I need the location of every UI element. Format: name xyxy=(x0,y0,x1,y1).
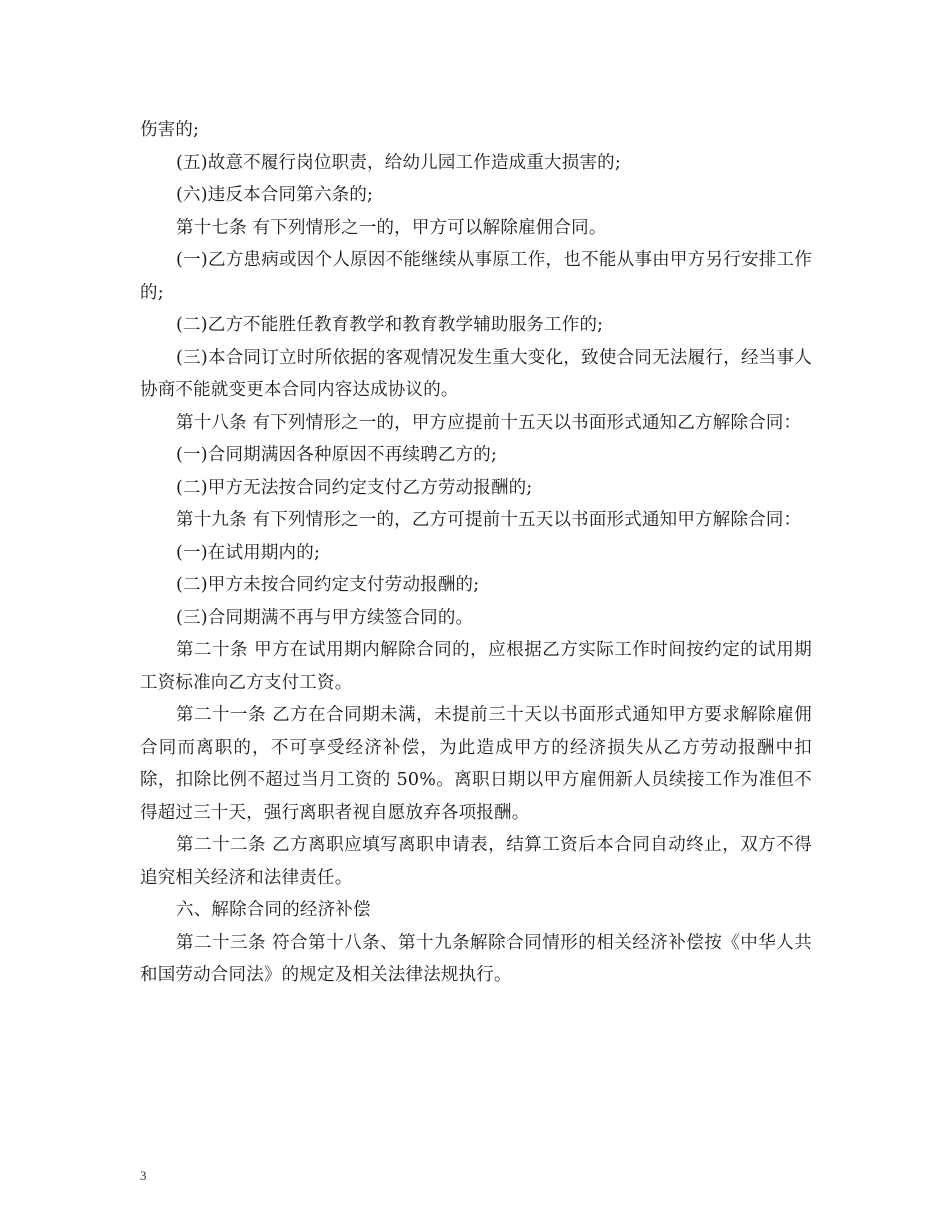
paragraph: (二)乙方不能胜任教育教学和教育教学辅助服务工作的; xyxy=(176,315,604,335)
paragraph: (六)违反本合同第六条的; xyxy=(176,185,374,205)
paragraph: (一)合同期满因各种原因不再续聘乙方的; xyxy=(176,445,498,465)
article-23: 第二十三条 符合第十八条、第十九条解除合同情形的相关经济补偿按《中华人共和国劳动合同法》的规定及相关法律法规执行。 xyxy=(140,932,812,985)
page-number: 3 xyxy=(140,1168,147,1183)
paragraph: (一)在试用期内的; xyxy=(176,542,321,563)
article-18-heading: 第十八条 有下列情形之一的，甲方应提前十五天以书面形式通知乙方解除合同： xyxy=(176,412,802,433)
paragraph: (三)本合同订立时所依据的客观情况发生重大变化，致使合同无法履行，经当事人协商不能就变更本合同内容达成协议的。 xyxy=(140,347,812,400)
section-heading: 六、解除合同的经济补偿 xyxy=(176,900,371,920)
paragraph: (二)甲方未按合同约定支付劳动报酬的; xyxy=(176,575,480,595)
document-body xyxy=(140,114,812,992)
article-20: 第二十条 甲方在试用期内解除合同的，应根据乙方实际工作时间按约定的试用期工资标准向乙方支付工资。 xyxy=(140,640,812,693)
paragraph: (二)甲方无法按合同约定支付乙方劳动报酬的; xyxy=(176,477,533,498)
article-21: 第二十一条 乙方在合同期未满，未提前三十天以书面形式通知甲方要求解除雇佣合同而离职的，不可享受经济补偿，为此造成甲方的经济损失从乙方劳动报酬中扣除，扣除比例不超过当月工资的 50%。离职日期以甲方雇佣新人员续接工作为准但不得超过三十天，强行离职者视自愿放弃各项报酬。 xyxy=(140,705,812,823)
article-17-heading: 第十七条 有下列情形之一的，甲方可以解除雇佣合同。 xyxy=(176,217,607,238)
article-19-heading: 第十九条 有下列情形之一的，乙方可提前十五天以书面形式通知甲方解除合同： xyxy=(176,510,802,530)
paragraph: (一)乙方患病或因个人原因不能继续从事原工作，也不能从事由甲方另行安排工作的; xyxy=(140,250,812,303)
article-22: 第二十二条 乙方离职应填写离职申请表，结算工资后本合同自动终止，双方不得追究相关经济和法律责任。 xyxy=(140,835,812,888)
paragraph: (五)故意不履行岗位职责，给幼儿园工作造成重大损害的; xyxy=(176,152,621,173)
paragraph: (三)合同期满不再与甲方续签合同的。 xyxy=(176,607,474,628)
paragraph: 伤害的; xyxy=(140,120,200,140)
